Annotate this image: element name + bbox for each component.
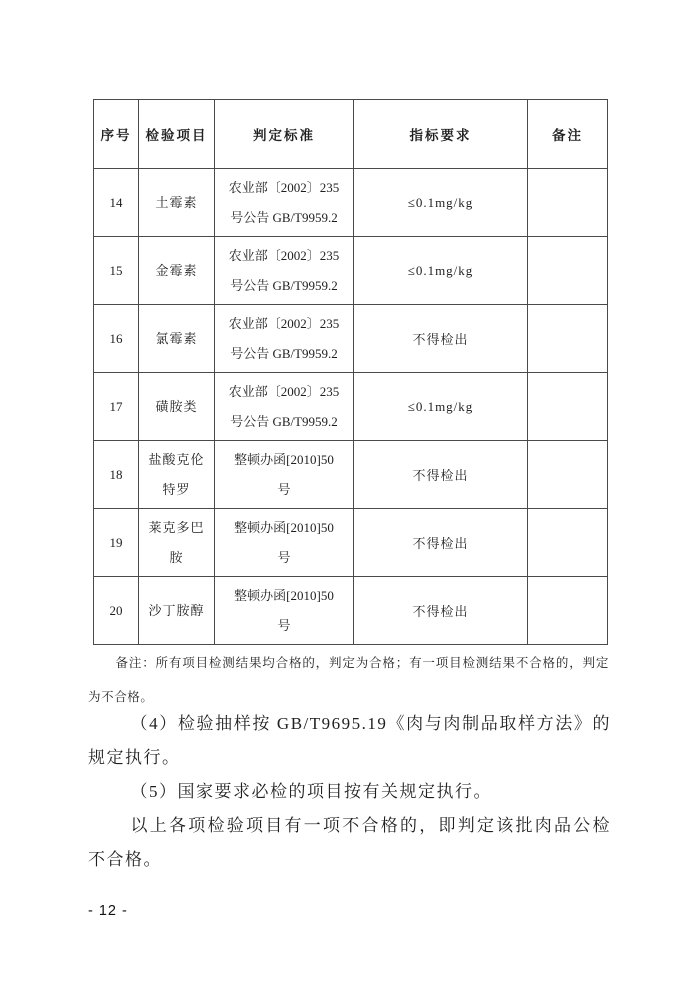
cell-inspection-item: 沙丁胺醇 bbox=[139, 577, 215, 645]
table-row bbox=[94, 509, 608, 577]
cell-index-requirement: 不得检出 bbox=[354, 441, 528, 509]
header-judgment-standard: 判定标准 bbox=[215, 100, 354, 169]
header-remark: 备注 bbox=[528, 100, 608, 169]
cell-index-requirement: 不得检出 bbox=[354, 305, 528, 373]
cell-inspection-item: 盐酸克伦特罗 bbox=[139, 441, 215, 509]
cell-serial-number: 16 bbox=[94, 305, 139, 373]
standard-line-1: 整顿办函[2010]50 bbox=[234, 587, 334, 603]
cell-inspection-item: 莱克多巴胺 bbox=[139, 509, 215, 577]
table-row bbox=[94, 373, 608, 441]
table-row bbox=[94, 441, 608, 509]
cell-serial-number: 18 bbox=[94, 441, 139, 509]
paragraph-closing: 以上各项检验项目有一项不合格的，即判定该批肉品公检不合格。 bbox=[88, 816, 611, 869]
standard-line-1: 农业部〔2002〕235 bbox=[228, 315, 340, 331]
cell-remark bbox=[528, 373, 608, 441]
cell-judgment-standard bbox=[215, 441, 354, 509]
standard-line-1: 农业部〔2002〕235 bbox=[228, 179, 340, 195]
standard-line-2: 号公告 GB/T9959.2 bbox=[230, 209, 338, 225]
cell-index-requirement: ≤0.1mg/kg bbox=[354, 237, 528, 305]
cell-index-requirement: 不得检出 bbox=[354, 509, 528, 577]
standard-line-1: 整顿办函[2010]50 bbox=[234, 451, 334, 467]
standard-line-1: 农业部〔2002〕235 bbox=[228, 383, 340, 399]
standard-line-2: 号 bbox=[277, 481, 291, 497]
standard-line-2: 号公告 GB/T9959.2 bbox=[230, 277, 338, 293]
table-row bbox=[94, 577, 608, 645]
table-row bbox=[94, 237, 608, 305]
standard-line-2: 号 bbox=[277, 617, 291, 633]
cell-serial-number: 19 bbox=[94, 509, 139, 577]
standard-line-1: 整顿办函[2010]50 bbox=[234, 519, 334, 535]
body-paragraphs bbox=[88, 707, 611, 877]
cell-serial-number: 14 bbox=[94, 169, 139, 237]
table-footnote: 备注：所有项目检测结果均合格的，判定为合格；有一项目检测结果不合格的，判定为不合格。 bbox=[88, 656, 609, 704]
cell-remark bbox=[528, 169, 608, 237]
header-serial-number: 序号 bbox=[94, 100, 139, 169]
cell-judgment-standard bbox=[215, 509, 354, 577]
cell-inspection-item: 土霉素 bbox=[139, 169, 215, 237]
cell-judgment-standard bbox=[215, 169, 354, 237]
standard-line-2: 号 bbox=[277, 549, 291, 565]
cell-remark bbox=[528, 237, 608, 305]
page-number: - 12 - bbox=[88, 903, 128, 919]
cell-serial-number: 15 bbox=[94, 237, 139, 305]
cell-inspection-item: 金霉素 bbox=[139, 237, 215, 305]
cell-judgment-standard bbox=[215, 373, 354, 441]
cell-judgment-standard bbox=[215, 237, 354, 305]
cell-remark bbox=[528, 509, 608, 577]
inspection-items-table bbox=[93, 99, 608, 645]
table-row bbox=[94, 169, 608, 237]
cell-inspection-item: 氯霉素 bbox=[139, 305, 215, 373]
cell-remark bbox=[528, 305, 608, 373]
cell-serial-number: 20 bbox=[94, 577, 139, 645]
standard-line-2: 号公告 GB/T9959.2 bbox=[230, 345, 338, 361]
standard-line-2: 号公告 GB/T9959.2 bbox=[230, 413, 338, 429]
cell-judgment-standard bbox=[215, 305, 354, 373]
cell-remark bbox=[528, 577, 608, 645]
cell-judgment-standard bbox=[215, 577, 354, 645]
paragraph-5: （5）国家要求必检的项目按有关规定执行。 bbox=[130, 782, 492, 801]
table-row bbox=[94, 305, 608, 373]
cell-remark bbox=[528, 441, 608, 509]
cell-serial-number: 17 bbox=[94, 373, 139, 441]
header-inspection-item: 检验项目 bbox=[139, 100, 215, 169]
cell-index-requirement: ≤0.1mg/kg bbox=[354, 373, 528, 441]
standard-line-1: 农业部〔2002〕235 bbox=[228, 247, 340, 263]
cell-index-requirement: ≤0.1mg/kg bbox=[354, 169, 528, 237]
cell-index-requirement: 不得检出 bbox=[354, 577, 528, 645]
header-index-requirement: 指标要求 bbox=[354, 100, 528, 169]
table-header-row bbox=[94, 100, 608, 169]
paragraph-4: （4）检验抽样按 GB/T9695.19《肉与肉制品取样方法》的规定执行。 bbox=[88, 714, 611, 767]
cell-inspection-item: 磺胺类 bbox=[139, 373, 215, 441]
